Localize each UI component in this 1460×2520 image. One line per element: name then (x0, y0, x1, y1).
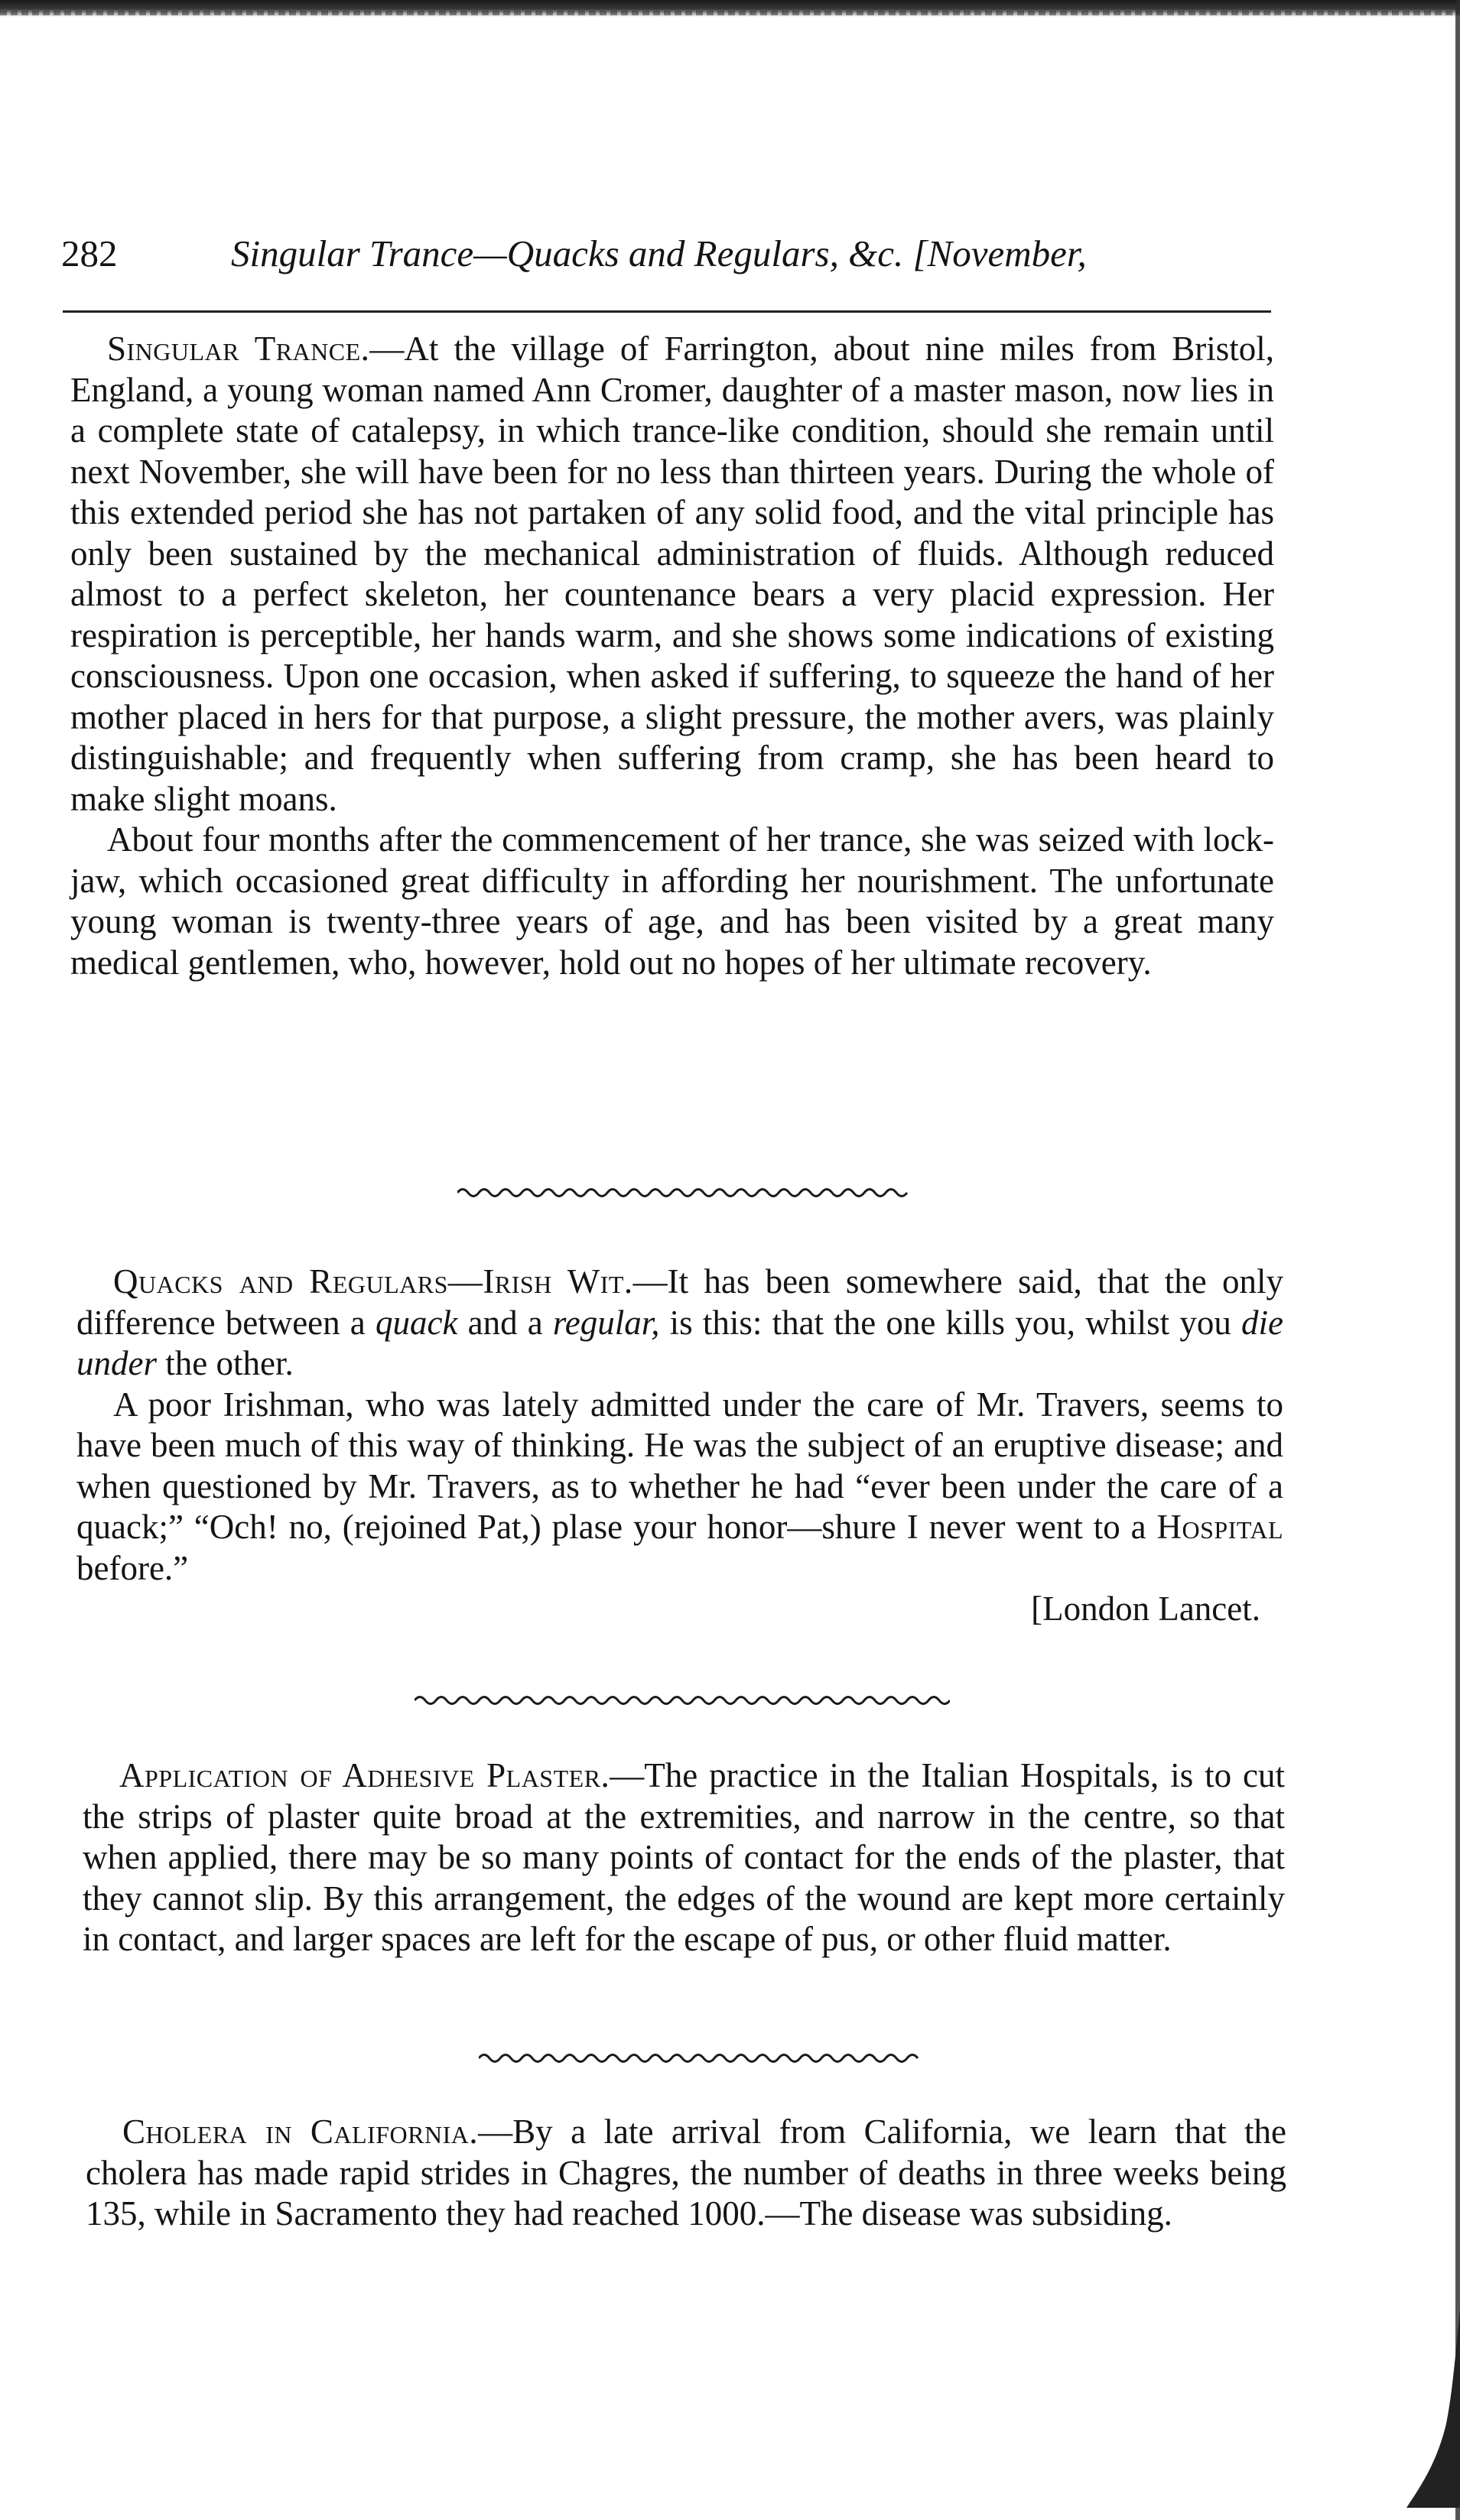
article-heading: Cholera in California. (122, 2112, 479, 2151)
article-paragraph (86, 2112, 1286, 2235)
article-text: before.” (76, 1548, 189, 1587)
wavy-separator (479, 2049, 922, 2067)
article-text: —By a late arrival from California, we learn that the cholera has made rapid strides in Chagres, the number of deaths in three weeks being 135, while in Sacramento they had reached 1000.—The disease was subsiding. (86, 2112, 1286, 2233)
article-text: and a (457, 1303, 553, 1342)
italic-die-under: die under (76, 1303, 1283, 1382)
article-heading: Application of Adhesive Plaster. (119, 1756, 610, 1794)
article-paragraph (83, 1755, 1285, 1960)
running-title: Singular Trance—Quacks and Regulars, &c. [November, (231, 232, 1087, 274)
article-cholera-california (86, 2112, 1286, 2235)
article-text: —It has been somewhere said, that the only difference between a (76, 1262, 1283, 1342)
article-paragraph: About four months after the commencement of her trance, she was seized with lock-jaw, which occasioned great difficulty in affording her nourishment. The unfortunate young woman is twenty-three years of age, and has been visited by a great many medical gentlemen, who, however, hold out no hopes of her ultimate recovery. (70, 820, 1274, 982)
article-heading: Singular Trance. (107, 330, 370, 368)
article-singular-trance (70, 329, 1274, 983)
article-paragraph (76, 1262, 1283, 1385)
small-caps-hospital: Hospital (1156, 1508, 1283, 1546)
wavy-separator (457, 1184, 913, 1202)
article-heading: Quacks and Regulars—Irish Wit. (113, 1262, 633, 1301)
scan-right-edge (1455, 0, 1460, 2520)
article-text: —The practice in the Italian Hospitals, is to cut the strips of plaster quite broad at the extremities, and narrow in the centre, so that when applied, there may be so many points of contact for the ends of the plaster, that they cannot slip. By this arrangement, the edges of the wound are kept more certainly in contact, and larger spaces are left for the escape of pus, or other fluid matter. (83, 1756, 1285, 1958)
article-quacks-and-regulars (76, 1262, 1283, 1630)
page-number: 282 (61, 232, 118, 274)
article-adhesive-plaster (83, 1755, 1285, 1960)
article-text: is this: that the one kills you, whilst you (659, 1303, 1242, 1342)
article-paragraph (70, 329, 1274, 820)
source-citation: [London Lancet. (1031, 1590, 1260, 1628)
article-paragraph (76, 1385, 1283, 1590)
article-text: —At the village of Farrington, about nine miles from Bristol, England, a young woman named Ann Cromer, daughter of a master mason, now lies in a complete state of catalepsy, in which trance-like condition, should she remain until next November, she will have been for no less than thirteen years. During the whole of this extended period she has not partaken of any solid food, and the vital principle has only been sustained by the mechanical administration of fluids. Although reduced almost to a perfect skeleton, her countenance bears a very placid expression. Her respiration is perceptible, her hands warm, and she shows some indications of existing consciousness. Upon one occasion, when asked if suffering, to squeeze the hand of her mother placed in hers for that purpose, a slight pressure, the mother avers, was plainly distinguishable; and frequently when suffering from cramp, she has been heard to make slight moans. (70, 330, 1275, 818)
header-rule (63, 310, 1271, 313)
italic-quack: quack (375, 1303, 458, 1342)
article-text: A poor Irishman, who was lately admitted under the care of Mr. Travers, seems to have been much of this way of thinking. He was the subject of an eruptive disease; and when questioned by Mr. Travers, as to whether he had “ever been under the care of a quack;” “Och! no, (rejoined Pat,) plase your honor—shure I never went to a (76, 1385, 1283, 1546)
italic-regular: regular, (552, 1303, 660, 1342)
scan-top-edge (0, 0, 1460, 17)
scan-corner-shadow (1399, 2309, 1460, 2508)
article-text: the other. (157, 1344, 294, 1382)
running-head (61, 231, 1277, 277)
wavy-separator (415, 1691, 950, 1710)
